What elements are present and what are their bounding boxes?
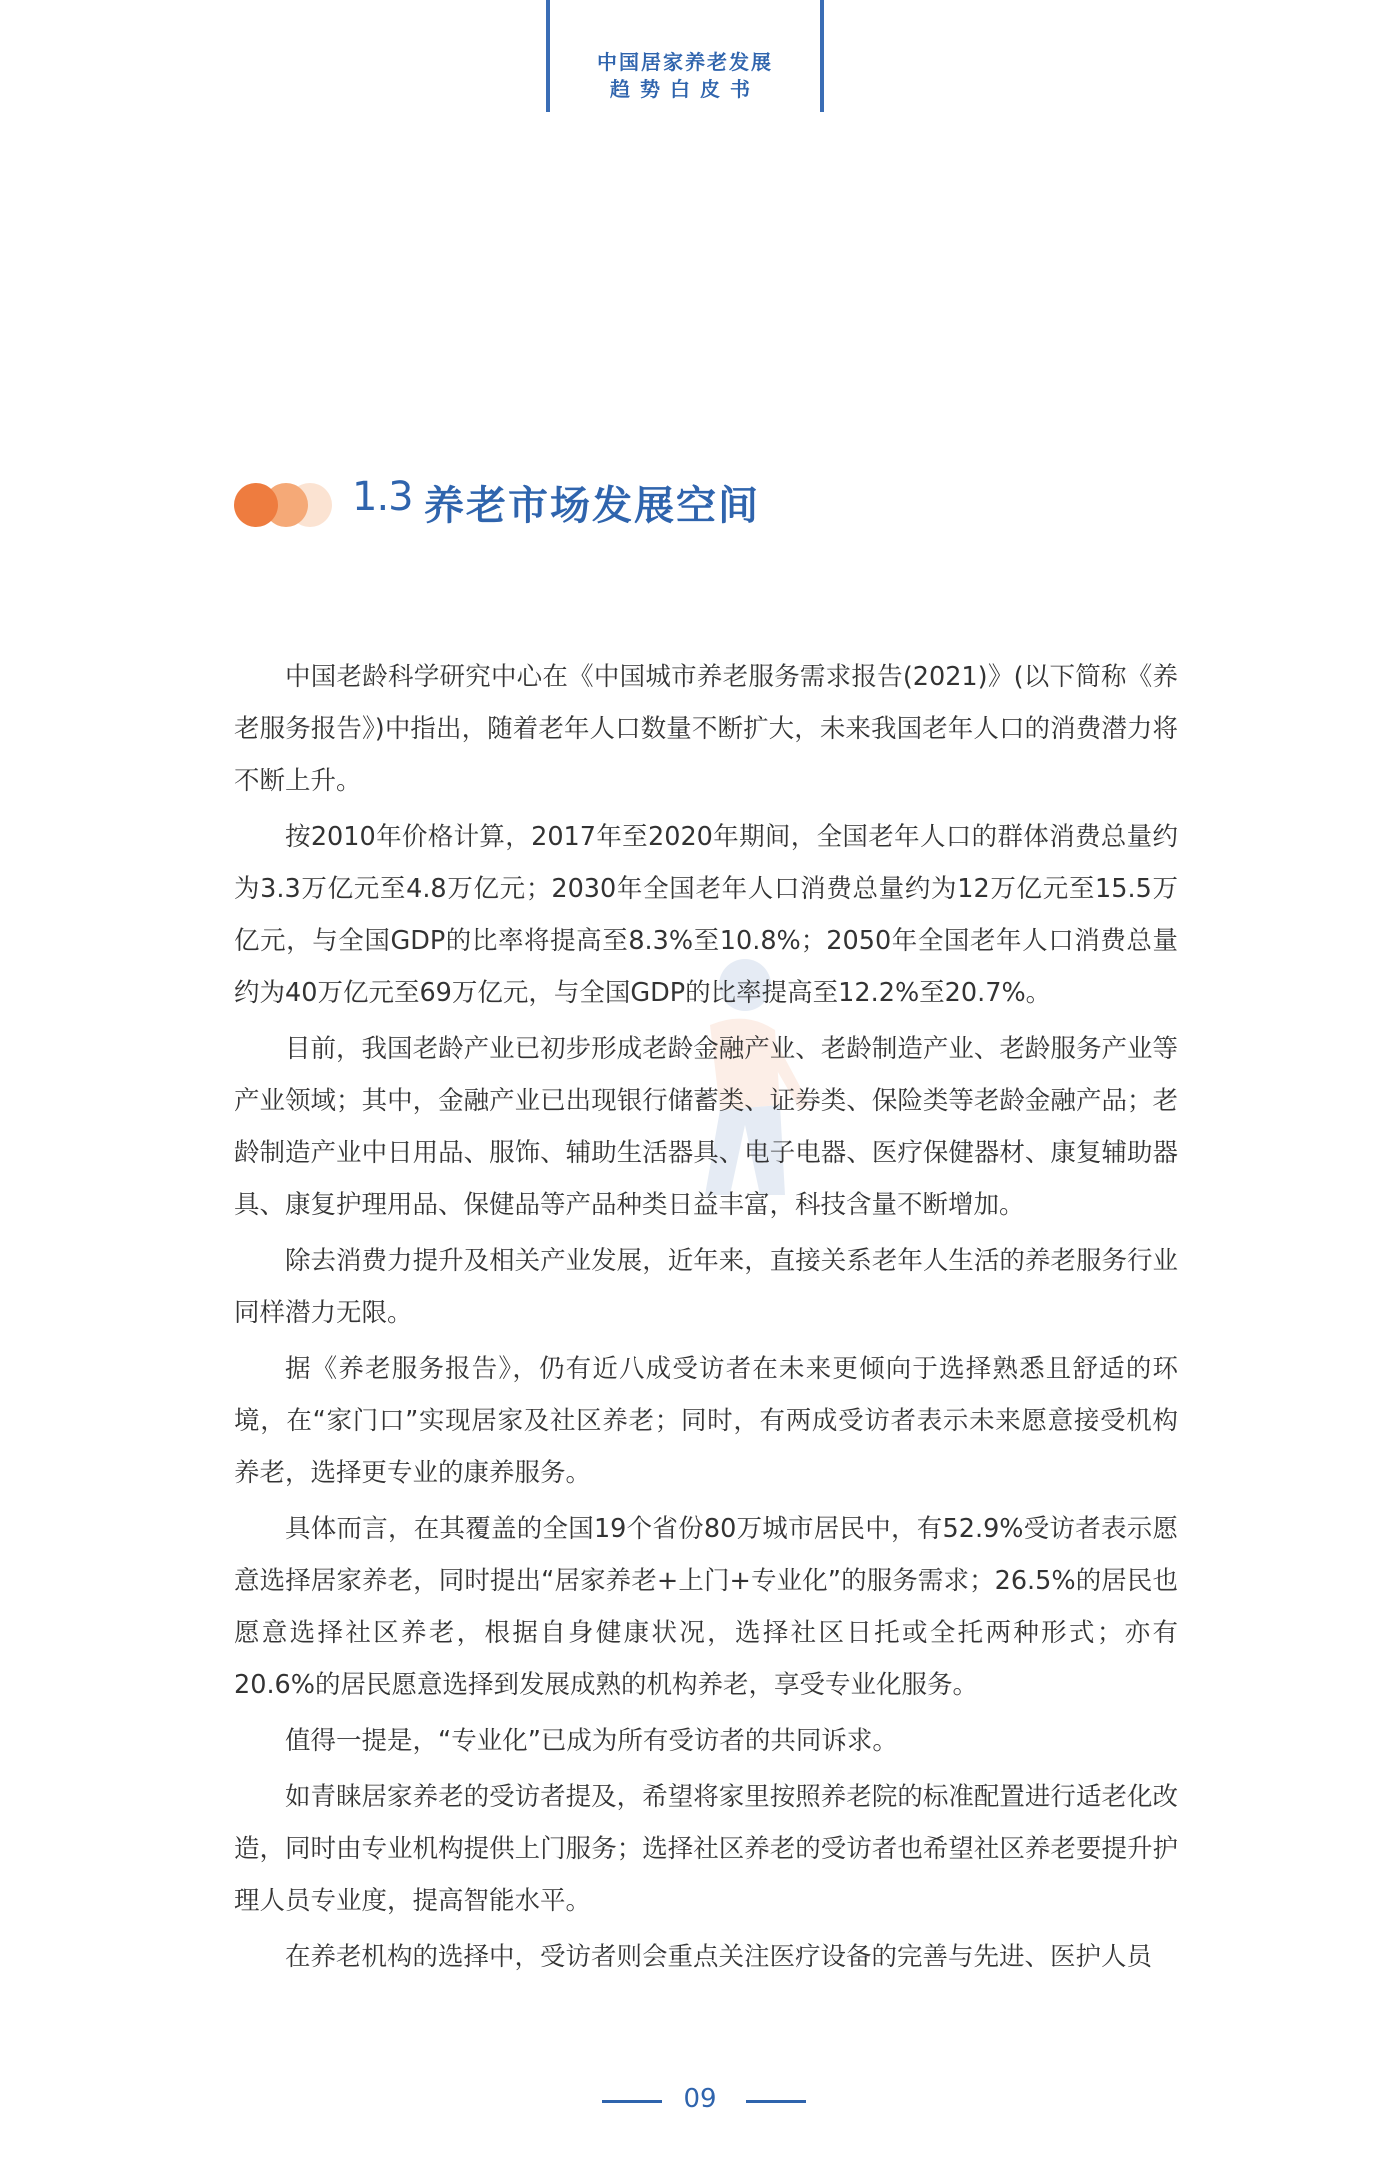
paragraph-6: 具体而言，在其覆盖的全国19个省份80万城市居民中，有52.9%受访者表示愿意选择居家养老，同时提出“居家养老+上门+专业化”的服务需求；26.5%的居民也愿意选择社区养老，根据自身健康状况，选择社区日托或全托两种形式；亦有20.6%的居民愿意选择到发展成熟的机构养老，享受专业化服务。 (234, 1514, 1178, 1700)
paragraph-2: 按2010年价格计算，2017年至2020年期间，全国老年人口的群体消费总量约为3.3万亿元至4.8万亿元；2030年全国老年人口消费总量约为12万亿元至15.5万亿元，与全国GDP的比率将提高至8.3%至10.8%；2050年全国老年人口消费总量约为40万亿元至69万亿元，与全国GDP的比率提高至12.2%至20.7%。 (234, 822, 1178, 1008)
paragraph-7: 值得一提是，“专业化”已成为所有受访者的共同诉求。 (285, 1726, 898, 1756)
section-bullet-dots-icon (234, 483, 344, 527)
section-title: 养老市场发展空间 (424, 483, 760, 529)
page-number: 09 (683, 2084, 717, 2114)
article-body (234, 651, 1178, 1987)
paragraph-9: 在养老机构的选择中，受访者则会重点关注医疗设备的完善与先进、医护人员 (285, 1942, 1153, 1972)
footer-divider-left (602, 2100, 662, 2103)
page-footer (0, 2080, 1400, 2120)
header-banner (546, 0, 824, 112)
paragraph-5: 据《养老服务报告》，仍有近八成受访者在未来更倾向于选择熟悉且舒适的环境，在“家门口”实现居家及社区养老；同时，有两成受访者表示未来愿意接受机构养老，选择更专业的康养服务。 (234, 1354, 1178, 1488)
paragraph-3: 目前，我国老龄产业已初步形成老龄金融产业、老龄制造产业、老龄服务产业等产业领域；其中，金融产业已出现银行储蓄类、证券类、保险类等老龄金融产品；老龄制造产业中日用品、服饰、辅助生活器具、电子电器、医疗保健器材、康复辅助器具、康复护理用品、保健品等产品种类日益丰富，科技含量不断增加。 (234, 1034, 1178, 1220)
section-number: 1.3 (352, 474, 413, 520)
paragraph-8: 如青睐居家养老的受访者提及，希望将家里按照养老院的标准配置进行适老化改造，同时由专业机构提供上门服务；选择社区养老的受访者也希望社区养老要提升护理人员专业度，提高智能水平。 (234, 1782, 1178, 1916)
header-title-line1: 中国居家养老发展 (597, 50, 773, 74)
header-title-line2: 趋势白皮书 (610, 77, 760, 101)
dot-orange (234, 483, 278, 527)
footer-divider-right (746, 2100, 806, 2103)
section-heading (234, 470, 1034, 530)
paragraph-1: 中国老龄科学研究中心在《中国城市养老服务需求报告(2021)》(以下简称《养老服务报告》)中指出，随着老年人口数量不断扩大，未来我国老年人口的消费潜力将不断上升。 (234, 662, 1178, 796)
paragraph-4: 除去消费力提升及相关产业发展，近年来，直接关系老年人生活的养老服务行业同样潜力无限。 (234, 1246, 1178, 1328)
